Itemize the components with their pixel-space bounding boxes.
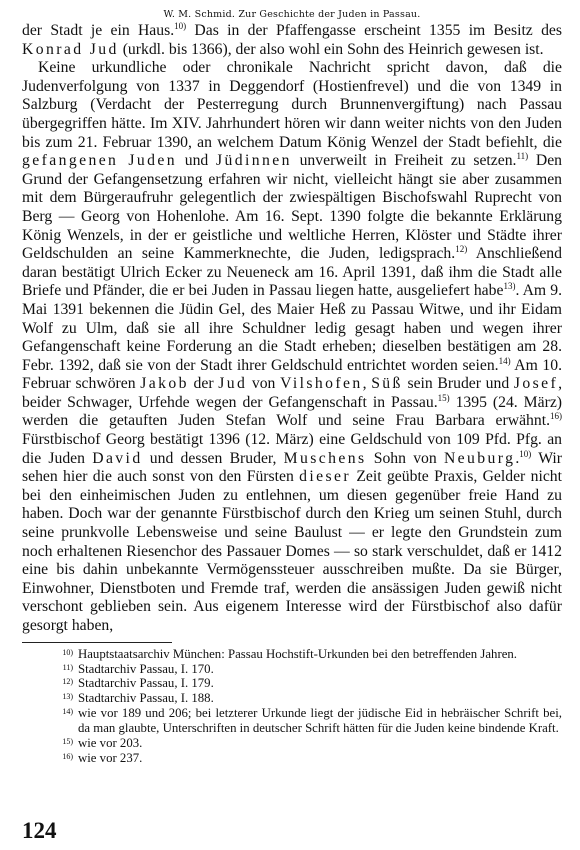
paragraph-2 bbox=[22, 59, 562, 635]
footnote bbox=[22, 736, 562, 751]
footnote-number bbox=[22, 706, 78, 721]
footnote bbox=[22, 676, 562, 691]
spaced-name: Konrad Jud bbox=[22, 40, 119, 58]
footnote-marker: 10) bbox=[62, 647, 73, 657]
footnotes bbox=[22, 647, 562, 766]
text-span: . Am 9. Mai 1391 bekennen die Jüdin Gel, des Maier Heß zu Passau Witwe, und ihr Eidam Wolf zu Ulm, daß sie all ihre Schuldner ledig gesagt haben und wegen ihrer Gefangenschaft keine Forderung an die Stadt erheben; dieselben bestätigen am 28. Febr. 1392, daß sie von der Stadt ihrer Geldschuld entrichtet worden seien. bbox=[22, 282, 562, 374]
text-span: unverweilt in Freiheit zu setzen. bbox=[291, 152, 517, 170]
paragraph-1 bbox=[22, 22, 562, 59]
text-span: , beider Schwager, Urfehde wegen der Gefangenschaft in Passau. bbox=[22, 375, 563, 411]
footnote-text: wie vor 237. bbox=[78, 750, 143, 765]
footnote-marker: 12) bbox=[62, 677, 73, 687]
footnote bbox=[22, 691, 562, 706]
footnote-ref: 12) bbox=[455, 243, 468, 254]
text-span: . bbox=[515, 449, 520, 467]
text-span: der Stadt je ein Haus. bbox=[22, 22, 175, 39]
text-span: Am 10. Februar schwören bbox=[22, 356, 562, 393]
spaced-word: dieser bbox=[299, 468, 351, 486]
footnote-text: Stadtarchiv Passau, I. 179. bbox=[78, 676, 214, 691]
spaced-name: Jud bbox=[218, 375, 248, 393]
footnote-divider bbox=[22, 642, 172, 643]
footnote-text: Stadtarchiv Passau, I. 188. bbox=[78, 691, 214, 706]
footnote-ref: 10) bbox=[174, 20, 187, 31]
body-text bbox=[22, 22, 562, 636]
text-span: Anschließend daran bestätigt Ulrich Ecker zu Neueneck am 16. April 1391, daß ihm die Stadt alle Briefe und Pfänder, die er bei Juden in Passau liegen hatte, ausgeliefert habe bbox=[22, 245, 562, 300]
footnote-ref: 14) bbox=[498, 355, 511, 366]
text-span: und bbox=[177, 152, 216, 170]
footnote bbox=[22, 751, 562, 766]
footnote bbox=[22, 647, 562, 662]
footnote-text: Stadtarchiv Passau, I. 170. bbox=[78, 661, 214, 676]
text-span: Sohn von bbox=[366, 449, 444, 467]
footnote-marker: 15) bbox=[62, 737, 73, 747]
footnote-ref: 16) bbox=[550, 411, 562, 422]
text-span: der bbox=[188, 375, 219, 393]
footnote-marker: 14) bbox=[62, 707, 73, 717]
text-span: und dessen Bruder, bbox=[142, 449, 284, 467]
spaced-name: Jakob bbox=[140, 375, 189, 393]
footnote-number bbox=[22, 691, 78, 706]
footnote-marker: 11) bbox=[62, 662, 73, 672]
text-span: Wir sehen hier die auch sonst von den Fürsten bbox=[22, 449, 562, 486]
text-span: , bbox=[362, 375, 372, 393]
spaced-name: David bbox=[92, 449, 143, 467]
footnote-ref: 15) bbox=[437, 392, 450, 403]
text-span: Fürstbischof Georg bestätigt 1396 (12. März) eine Geldschuld von 109 Pfd. Pfg. an die Juden bbox=[22, 431, 562, 467]
spaced-name: Jüdinnen bbox=[216, 152, 292, 170]
footnote-number bbox=[22, 662, 78, 677]
spaced-name: Vilshofen bbox=[280, 375, 363, 393]
footnote-number bbox=[22, 647, 78, 662]
text-span: Zeit geübte Praxis, Gelder nicht bei den einheimischen Juden zu entlehnen, um diesen gegenüber freie Hand zu haben. Doch war der genannte Fürstbischof durch den Krieg um seinen Stuhl, durch seine prunkvolle Lebensweise und seine Baulust — er legte den Grundstein zum noch erhaltenen Riesenchor des Passauer Domes — so stark verschuldet, daß er 1412 eine bis dahin unbekannte Vermögenssteuer ausschreiben mußte. Da sie Bürger, Einwohner, Dienstboten und Fremde traf, werden die ansässigen Juden gewiß nicht verschont geblieben sein. Aus eigenem Interesse wird der Fürstbischof also dafür gesorgt haben, bbox=[22, 468, 562, 634]
text-span: Das in der Pfaffengasse erscheint 1355 im Besitz des bbox=[186, 22, 562, 39]
page-number: 124 bbox=[22, 818, 57, 843]
spaced-name: Muschens bbox=[283, 449, 367, 467]
spaced-name: gefangenen Juden bbox=[22, 152, 178, 170]
text-span: Keine urkundliche oder chronikale Nachricht spricht davon, daß die Judenverfolgung von 1337 in Deggendorf (Hostienfrevel) und die von 1349 in Salzburg (Verdacht der Pesterregung durch Brunnenvergiftung) nach Passau übergegriffen hätte. Im XIV. Jahrhundert hören wir dann weiter nichts von den Juden bis zum 21. Februar 1390, an welchem Datum König Wenzel der Stadt befiehlt, die bbox=[22, 59, 562, 151]
text-span: (urkdl. bis 1366), der also wohl ein Sohn des Heinrich gewesen ist. bbox=[118, 40, 544, 58]
footnote-ref: 11) bbox=[516, 150, 529, 161]
footnote-number bbox=[22, 676, 78, 691]
footnote bbox=[22, 662, 562, 677]
footnote-text: wie vor 189 und 206; bei letzterer Urkunde liegt der jüdische Eid in hebräischer Schrift bei, da man glaubte, Unterschriften in deutscher Schrift hätten für die Juden keine bindende Kraft. bbox=[78, 706, 562, 736]
footnote-marker: 16) bbox=[62, 751, 73, 761]
text-span: Den Grund der Gefangensetzung erfahren wir nicht, vielleicht hängt sie aber zusammen mit dem Bürgeraufruhr gelegentlich der zwiespältigen Bischofswahl Ruprecht von Berg — Georg von Hohenlohe. Am 16. Sept. 1390 folgte die bekannte Erklärung König Wenzels, in der er geistliche und weltliche Herren, Klöster und Städte ihrer Geldschulden an seine Kammerknechte, die Juden, ledigsprach. bbox=[22, 152, 562, 263]
spaced-name: Josef bbox=[513, 375, 559, 393]
text-span: 1395 (24. März) werden die getauften Juden Stefan Wolf und seine Frau Barbara erwähnt. bbox=[22, 393, 563, 430]
spaced-name: Neuburg bbox=[443, 449, 516, 467]
footnote-ref: 10) bbox=[519, 448, 532, 459]
text-span: von bbox=[247, 375, 281, 393]
footnote-number bbox=[22, 736, 78, 751]
running-head: W. M. Schmid. Zur Geschichte der Juden in Passau. bbox=[163, 9, 421, 20]
spaced-name: Süß bbox=[371, 375, 403, 393]
footnote-text: Hauptstaatsarchiv München: Passau Hochstift-Urkunden bei den betreffenden Jahren. bbox=[78, 646, 517, 661]
footnote-ref: 13) bbox=[503, 281, 516, 292]
footnote-number bbox=[22, 751, 78, 766]
text-span: sein Bruder und bbox=[402, 375, 514, 393]
footnote bbox=[22, 706, 562, 736]
footnote-text: wie vor 203. bbox=[78, 736, 143, 751]
footnote-marker: 13) bbox=[62, 692, 73, 702]
